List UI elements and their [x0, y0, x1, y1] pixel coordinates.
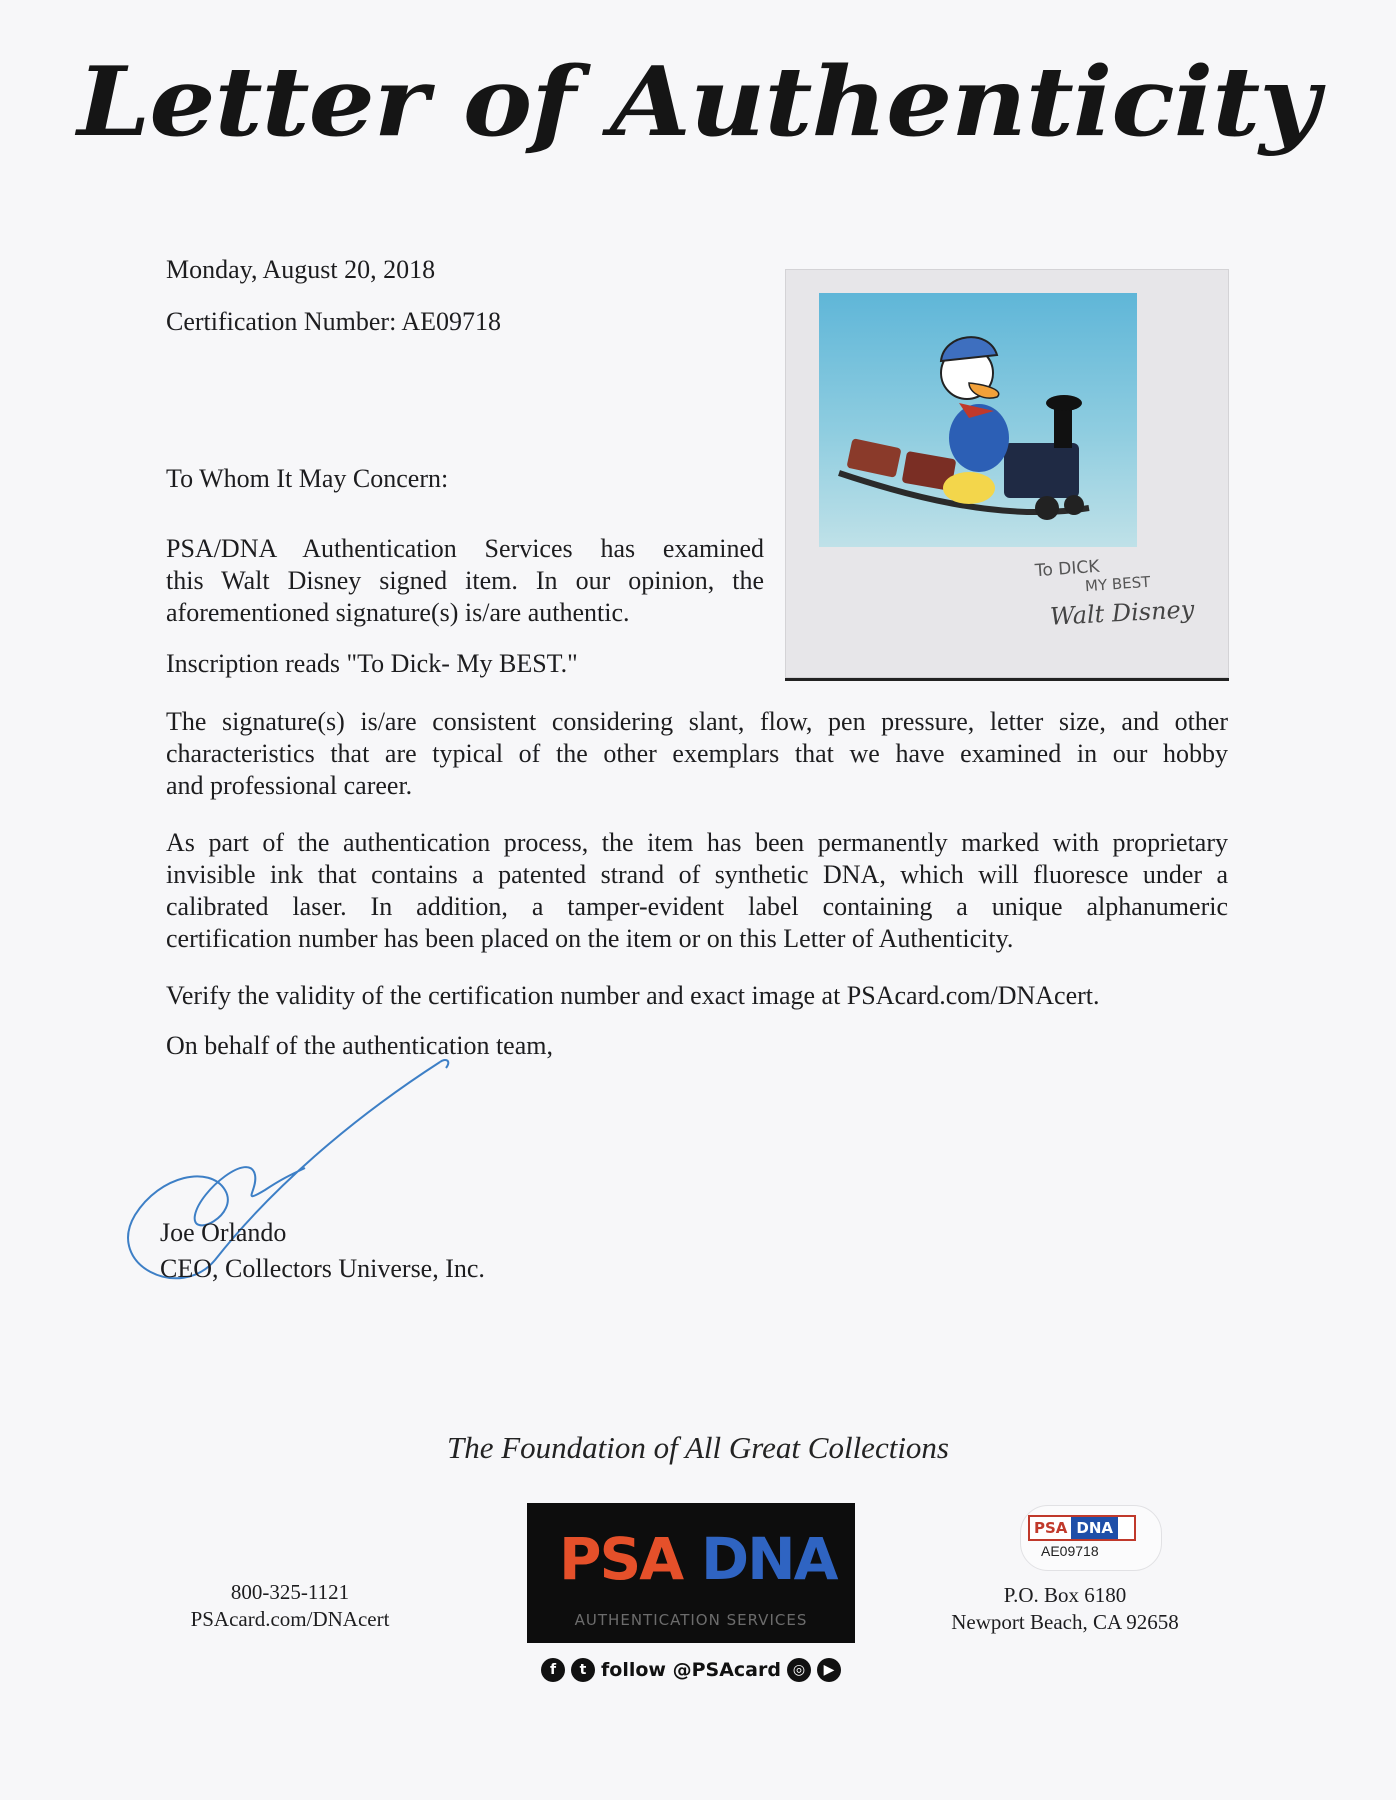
- social-row: [526, 1652, 856, 1688]
- paragraph-examined-line-3: aforementioned signature(s) is/are authentic.: [166, 598, 630, 627]
- hologram-sticker: [1020, 1505, 1162, 1571]
- footer-tagline: The Foundation of All Great Collections: [446, 1430, 949, 1465]
- item-photo: [785, 269, 1229, 681]
- youtube-icon: ▶: [817, 1658, 841, 1682]
- twitter-icon: t: [571, 1658, 595, 1682]
- letter-title: Letter of Authenticity: [77, 44, 1319, 159]
- paragraph-consistent-line-2: characteristics that are typical of the other exemplars that we have examined in our hobby: [166, 739, 1228, 768]
- signer-title: CEO, Collectors Universe, Inc.: [160, 1254, 485, 1283]
- psa-dna-logo: [527, 1503, 855, 1643]
- paragraph-process-line-4: certification number has been placed on the item or on this Letter of Authenticity.: [166, 924, 1014, 953]
- paragraph-examined-line-1: PSA/DNA Authentication Services has examined: [166, 534, 764, 563]
- closing-text: On behalf of the authentication team,: [166, 1031, 553, 1060]
- salutation: To Whom It May Concern:: [166, 464, 449, 493]
- photo-inscription-line-1: To DICK: [1034, 556, 1101, 582]
- ceo-signature: [100, 1040, 480, 1280]
- paragraph-process-line-1: As part of the authentication process, the item has been permanently marked with proprietary: [166, 828, 1228, 857]
- facebook-icon: f: [541, 1658, 565, 1682]
- logo-dna-text: DNA: [701, 1525, 837, 1593]
- sticker-psa-text: PSA: [1034, 1519, 1068, 1537]
- footer-address: [930, 1582, 1200, 1636]
- paragraph-examined-line-2: this Walt Disney signed item. In our opinion, the: [166, 566, 764, 595]
- instagram-icon: ◎: [787, 1658, 811, 1682]
- sticker-number: AE09718: [1041, 1543, 1099, 1559]
- certification-number: Certification Number: AE09718: [166, 307, 502, 336]
- sticker-logo: [1028, 1515, 1136, 1541]
- logo-subtitle: AUTHENTICATION SERVICES: [574, 1611, 808, 1629]
- photo-signature: Walt Disney: [1049, 595, 1195, 631]
- social-handle: follow @PSAcard: [601, 1659, 781, 1681]
- sticker-dna-text: DNA: [1071, 1517, 1118, 1539]
- paragraph-process-line-2: invisible ink that contains a patented strand of synthetic DNA, which will fluoresce under a: [166, 860, 1228, 889]
- signer-name: Joe Orlando: [160, 1218, 287, 1247]
- footer-phone: 800-325-1121: [230, 1580, 350, 1604]
- paragraph-consistent-line-3: and professional career.: [166, 771, 413, 800]
- inscription-text: Inscription reads "To Dick- My BEST.": [166, 649, 578, 678]
- footer-website: PSAcard.com/DNAcert: [190, 1607, 390, 1631]
- paragraph-consistent-line-1: The signature(s) is/are consistent considering slant, flow, pen pressure, letter size, and other: [166, 707, 1228, 736]
- address-line-2: Newport Beach, CA 92658: [951, 1610, 1179, 1634]
- footer-contact: [170, 1579, 410, 1633]
- paragraph-process-line-3: calibrated laser. In addition, a tamper-evident label containing a unique alphanumeric: [166, 892, 1228, 921]
- photo-inscription-line-2: MY BEST: [1084, 572, 1151, 596]
- logo-psa-text: PSA: [559, 1525, 683, 1593]
- verify-text: Verify the validity of the certification number and exact image at PSAcard.com/DNAcert.: [166, 981, 1100, 1010]
- address-line-1: P.O. Box 6180: [1003, 1583, 1127, 1607]
- donald-duck-train-cel: [819, 293, 1137, 547]
- letter-date: Monday, August 20, 2018: [166, 255, 436, 284]
